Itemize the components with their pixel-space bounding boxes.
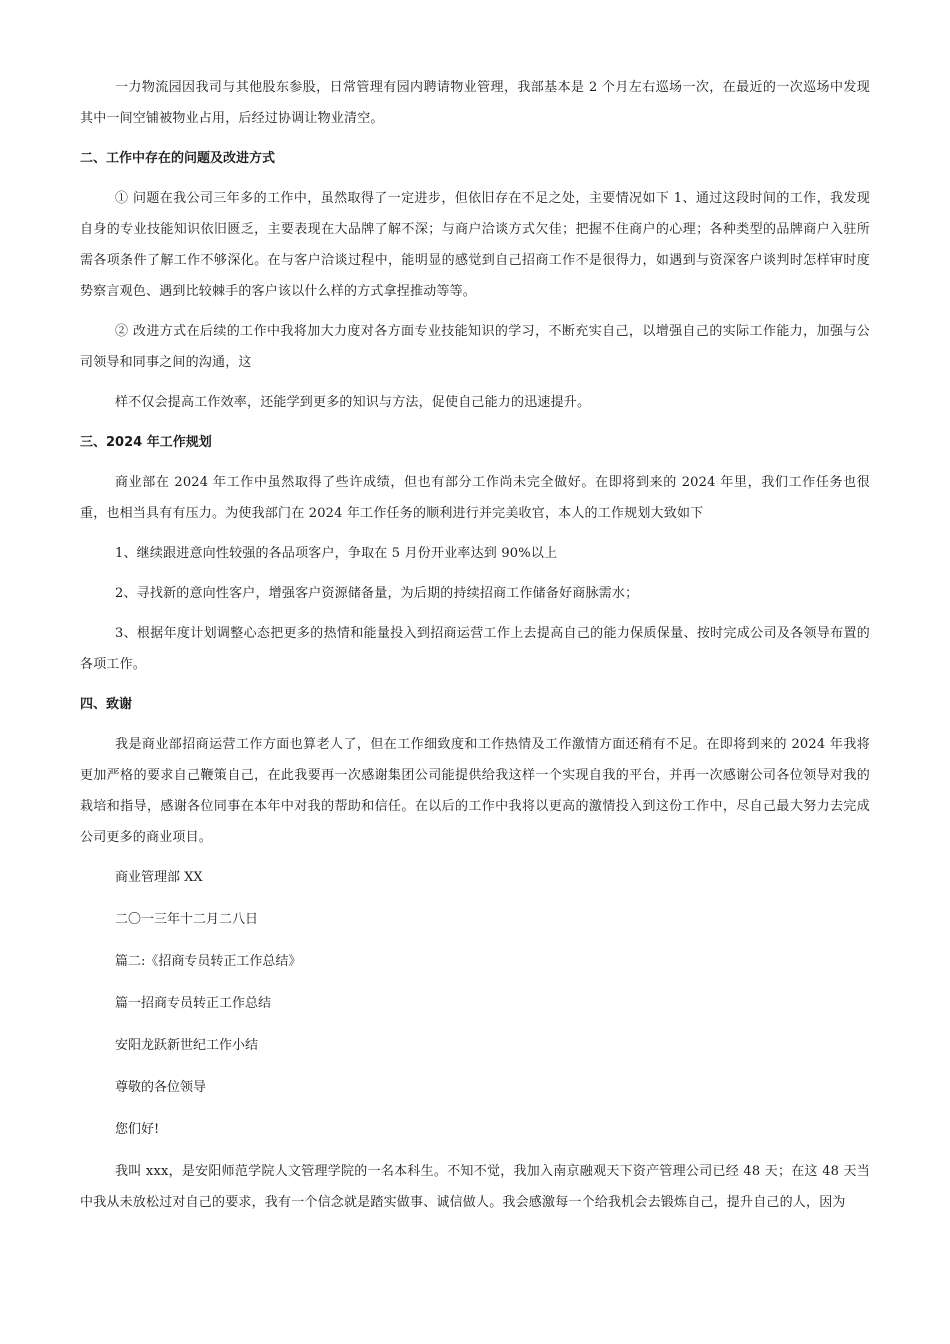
document-body	[80, 72, 870, 1227]
summary-title: 安阳龙跃新世纪工作小结	[115, 1038, 259, 1053]
paragraph-improvements: ② 改进方式在后续的工作中我将加大力度对各方面专业技能知识的学习，不断充实自己，以增强自己的实际工作能力，加强与公司领导和同事之间的沟通，这	[80, 324, 870, 370]
salutation: 尊敬的各位领导	[115, 1080, 207, 1095]
chapter-subtitle: 篇一招商专员转正工作总结	[115, 996, 272, 1011]
paragraph-thanks: 我是商业部招商运营工作方面也算老人了，但在工作细致度和工作热情及工作激情方面还稍有不足。在即将到来的 2024 年我将更加严格的要求自己鞭策自己，在此我要再一次感谢集团公司能提供给我这样一个实现自我的平台，并再一次感谢公司各位领导对我的栽培和指导，感谢各位同事在本年中对我的帮助和信任。在以后的工作中我将以更高的激情投入到这份工作中，尽自己最大努力去完成公司更多的商业项目。	[80, 737, 870, 845]
plan-item-3: 3、根据年度计划调整心态把更多的热情和能量投入到招商运营工作上去提高自己的能力保质保量、按时完成公司及各领导布置的各项工作。	[80, 626, 870, 672]
paragraph-problems: ① 问题在我公司三年多的工作中，虽然取得了一定进步，但依旧存在不足之处，主要情况如下 1、通过这段时间的工作，我发现自身的专业技能知识依旧匮乏，主要表现在大品牌了解不深；与商户洽谈方式欠佳；把握不住商户的心理；各种类型的品牌商户入驻所需各项条件了解工作不够深化。在与客户洽谈过程中，能明显的感觉到自己招商工作不是很得力，如遇到与资深客户谈判时怎样审时度势察言观色、遇到比较棘手的客户该以什么样的方式拿捏推动等等。	[80, 191, 870, 299]
signature-department: 商业管理部 XX	[115, 870, 203, 885]
paragraph-property-inspection: 一力物流园因我司与其他股东参股，日常管理有园内聘请物业管理，我部基本是 2 个月左右巡场一次，在最近的一次巡场中发现其中一间空铺被物业占用，后经过协调让物业清空。	[80, 80, 870, 126]
paragraph-plan-intro: 商业部在 2024 年工作中虽然取得了些许成绩，但也有部分工作尚未完全做好。在即将到来的 2024 年里，我们工作任务也很重，也相当具有有压力。为使我部门在 2024 年工作任务的顺利进行并完美收官，本人的工作规划大致如下	[80, 475, 870, 521]
signature-date: 二〇一三年十二月二八日	[115, 912, 259, 927]
plan-item-2: 2、寻找新的意向性客户，增强客户资源储备量，为后期的持续招商工作储备好商脉需水；	[115, 586, 639, 601]
section-heading-problems: 二、工作中存在的问题及改进方式	[80, 151, 276, 166]
greeting: 您们好!	[115, 1122, 160, 1137]
plan-item-1: 1、继续跟进意向性较强的各品项客户，争取在 5 月份开业率达到 90%以上	[115, 546, 558, 561]
section-heading-plan: 三、2024 年工作规划	[80, 435, 212, 450]
paragraph-introduction: 我叫 xxx，是安阳师范学院人文管理学院的一名本科生。不知不觉，我加入南京融观天下资产管理公司已经 48 天；在这 48 天当中我从未放松过对自己的要求，我有一个信念就是踏实做事、诚信做人。我会感激每一个给我机会去锻炼自己，提升自己的人，因为	[80, 1164, 870, 1210]
chapter-title: 篇二:《招商专员转正工作总结》	[115, 954, 302, 969]
section-heading-thanks: 四、致谢	[80, 697, 133, 712]
paragraph-improvements-cont: 样不仅会提高工作效率，还能学到更多的知识与方法，促使自己能力的迅速提升。	[115, 395, 591, 410]
